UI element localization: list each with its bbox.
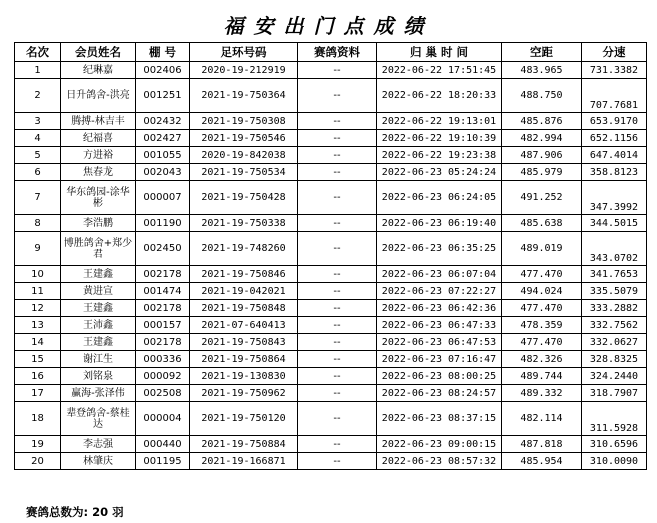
ring-number-cell: 2021-19-750884 — [190, 436, 298, 453]
speed-cell: 707.7681 — [582, 79, 647, 113]
member-name-cell: 方进裕 — [61, 147, 136, 164]
distance-cell: 485.979 — [502, 164, 582, 181]
return-time-cell: 2022-06-23 06:19:40 — [377, 215, 502, 232]
member-name-cell: 谢江生 — [61, 351, 136, 368]
coop-number-cell: 002427 — [136, 130, 190, 147]
member-name-cell: 王建鑫 — [61, 300, 136, 317]
rank-cell: 4 — [15, 130, 61, 147]
table-row — [15, 317, 647, 334]
member-name-cell: 纪琳嘉 — [61, 62, 136, 79]
table-row — [15, 368, 647, 385]
distance-cell: 485.876 — [502, 113, 582, 130]
rank-cell: 19 — [15, 436, 61, 453]
pigeon-info-cell: -- — [298, 62, 377, 79]
distance-cell: 482.114 — [502, 402, 582, 436]
coop-number-cell: 002178 — [136, 334, 190, 351]
ring-number-cell: 2021-19-750120 — [190, 402, 298, 436]
return-time-cell: 2022-06-23 09:00:15 — [377, 436, 502, 453]
pigeon-info-cell: -- — [298, 334, 377, 351]
speed-cell: 335.5079 — [582, 283, 647, 300]
coop-number-cell: 002508 — [136, 385, 190, 402]
coop-number-cell: 002432 — [136, 113, 190, 130]
ring-number-cell: 2021-19-750364 — [190, 79, 298, 113]
pigeon-info-cell: -- — [298, 215, 377, 232]
table-row — [15, 300, 647, 317]
ring-number-cell: 2021-19-750846 — [190, 266, 298, 283]
ring-number-cell: 2021-19-750308 — [190, 113, 298, 130]
pigeon-info-cell: -- — [298, 164, 377, 181]
rank-cell: 10 — [15, 266, 61, 283]
member-name-cell: 林肇庆 — [61, 453, 136, 470]
member-name-cell: 王沛鑫 — [61, 317, 136, 334]
speed-cell: 343.0702 — [582, 232, 647, 266]
distance-cell: 477.470 — [502, 300, 582, 317]
pigeon-info-cell: -- — [298, 436, 377, 453]
distance-cell: 485.954 — [502, 453, 582, 470]
distance-cell: 483.965 — [502, 62, 582, 79]
rank-cell: 1 — [15, 62, 61, 79]
distance-cell: 494.024 — [502, 283, 582, 300]
header-rank: 名次 — [15, 43, 61, 62]
coop-number-cell: 002043 — [136, 164, 190, 181]
pigeon-info-cell: -- — [298, 147, 377, 164]
member-name-cell: 赢海-张泽伟 — [61, 385, 136, 402]
ring-number-cell: 2021-19-750864 — [190, 351, 298, 368]
pigeon-info-cell: -- — [298, 368, 377, 385]
rank-cell: 6 — [15, 164, 61, 181]
coop-number-cell: 001195 — [136, 453, 190, 470]
table-row — [15, 334, 647, 351]
member-name-cell: 王建鑫 — [61, 266, 136, 283]
speed-cell: 652.1156 — [582, 130, 647, 147]
ring-number-cell: 2021-19-750546 — [190, 130, 298, 147]
coop-number-cell: 002178 — [136, 266, 190, 283]
pigeon-info-cell: -- — [298, 453, 377, 470]
coop-number-cell: 002406 — [136, 62, 190, 79]
table-row — [15, 79, 647, 113]
coop-number-cell: 000336 — [136, 351, 190, 368]
speed-cell: 311.5928 — [582, 402, 647, 436]
header-distance: 空距 — [502, 43, 582, 62]
member-name-cell: 纪福喜 — [61, 130, 136, 147]
return-time-cell: 2022-06-23 07:22:27 — [377, 283, 502, 300]
distance-cell: 487.818 — [502, 436, 582, 453]
return-time-cell: 2022-06-23 05:24:24 — [377, 164, 502, 181]
table-row — [15, 164, 647, 181]
distance-cell: 482.994 — [502, 130, 582, 147]
header-member-name: 会员姓名 — [61, 43, 136, 62]
distance-cell: 489.332 — [502, 385, 582, 402]
return-time-cell: 2022-06-23 06:47:33 — [377, 317, 502, 334]
coop-number-cell: 002178 — [136, 300, 190, 317]
speed-cell: 731.3382 — [582, 62, 647, 79]
speed-cell: 332.0627 — [582, 334, 647, 351]
table-row — [15, 232, 647, 266]
distance-cell: 491.252 — [502, 181, 582, 215]
results-table — [14, 42, 647, 470]
rank-cell: 5 — [15, 147, 61, 164]
table-row — [15, 147, 647, 164]
coop-number-cell: 001251 — [136, 79, 190, 113]
speed-cell: 653.9170 — [582, 113, 647, 130]
table-header-row — [15, 43, 647, 62]
member-name-cell: 王建鑫 — [61, 334, 136, 351]
total-count: 赛鸽总数为: 20 羽 — [26, 505, 124, 519]
return-time-cell: 2022-06-22 19:13:01 — [377, 113, 502, 130]
ring-number-cell: 2021-19-042021 — [190, 283, 298, 300]
member-name-cell: 黄进宣 — [61, 283, 136, 300]
member-name-cell: 焦春龙 — [61, 164, 136, 181]
distance-cell: 477.470 — [502, 334, 582, 351]
pigeon-info-cell: -- — [298, 385, 377, 402]
coop-number-cell: 000440 — [136, 436, 190, 453]
distance-cell: 485.638 — [502, 215, 582, 232]
coop-number-cell: 001055 — [136, 147, 190, 164]
pigeon-info-cell: -- — [298, 283, 377, 300]
speed-cell: 332.7562 — [582, 317, 647, 334]
return-time-cell: 2022-06-23 06:24:05 — [377, 181, 502, 215]
distance-cell: 482.326 — [502, 351, 582, 368]
return-time-cell: 2022-06-23 06:07:04 — [377, 266, 502, 283]
table-row — [15, 266, 647, 283]
return-time-cell: 2022-06-23 08:24:57 — [377, 385, 502, 402]
distance-cell: 489.744 — [502, 368, 582, 385]
member-name-cell: 李志强 — [61, 436, 136, 453]
ring-number-cell: 2021-19-748260 — [190, 232, 298, 266]
table-row — [15, 351, 647, 368]
rank-cell: 17 — [15, 385, 61, 402]
return-time-cell: 2022-06-23 06:35:25 — [377, 232, 502, 266]
member-name-cell: 腾搏-林吉丰 — [61, 113, 136, 130]
rank-cell: 11 — [15, 283, 61, 300]
speed-cell: 318.7907 — [582, 385, 647, 402]
rank-cell: 2 — [15, 79, 61, 113]
header-return-time: 归 巢 时 间 — [377, 43, 502, 62]
coop-number-cell: 000157 — [136, 317, 190, 334]
pigeon-info-cell: -- — [298, 232, 377, 266]
ring-number-cell: 2021-19-750338 — [190, 215, 298, 232]
member-name-cell: 华东鸽园-涂华彬 — [61, 181, 136, 215]
distance-cell: 487.906 — [502, 147, 582, 164]
ring-number-cell: 2021-19-166871 — [190, 453, 298, 470]
member-name-cell: 博胜鸽舍+郑少君 — [61, 232, 136, 266]
return-time-cell: 2022-06-22 19:23:38 — [377, 147, 502, 164]
coop-number-cell: 000004 — [136, 402, 190, 436]
table-row — [15, 385, 647, 402]
pigeon-info-cell: -- — [298, 402, 377, 436]
speed-cell: 358.8123 — [582, 164, 647, 181]
rank-cell: 15 — [15, 351, 61, 368]
pigeon-info-cell: -- — [298, 317, 377, 334]
return-time-cell: 2022-06-23 06:47:53 — [377, 334, 502, 351]
return-time-cell: 2022-06-22 19:10:39 — [377, 130, 502, 147]
table-row — [15, 62, 647, 79]
return-time-cell: 2022-06-22 17:51:45 — [377, 62, 502, 79]
ring-number-cell: 2021-19-750534 — [190, 164, 298, 181]
rank-cell: 16 — [15, 368, 61, 385]
coop-number-cell: 001190 — [136, 215, 190, 232]
return-time-cell: 2022-06-23 08:57:32 — [377, 453, 502, 470]
rank-cell: 13 — [15, 317, 61, 334]
table-row — [15, 130, 647, 147]
rank-cell: 9 — [15, 232, 61, 266]
member-name-cell: 日升鸽舍-洪亮 — [61, 79, 136, 113]
pigeon-info-cell: -- — [298, 266, 377, 283]
coop-number-cell: 002450 — [136, 232, 190, 266]
table-row — [15, 181, 647, 215]
rank-cell: 7 — [15, 181, 61, 215]
pigeon-info-cell: -- — [298, 113, 377, 130]
header-coop-number: 棚 号 — [136, 43, 190, 62]
rank-cell: 20 — [15, 453, 61, 470]
ring-number-cell: 2021-19-750428 — [190, 181, 298, 215]
return-time-cell: 2022-06-22 18:20:33 — [377, 79, 502, 113]
rank-cell: 3 — [15, 113, 61, 130]
ring-number-cell: 2020-19-212919 — [190, 62, 298, 79]
speed-cell: 647.4014 — [582, 147, 647, 164]
page-title: 福安出门点成绩 — [223, 14, 434, 38]
header-speed: 分速 — [582, 43, 647, 62]
pigeon-info-cell: -- — [298, 351, 377, 368]
rank-cell: 12 — [15, 300, 61, 317]
speed-cell: 310.6596 — [582, 436, 647, 453]
return-time-cell: 2022-06-23 08:37:15 — [377, 402, 502, 436]
speed-cell: 341.7653 — [582, 266, 647, 283]
pigeon-info-cell: -- — [298, 79, 377, 113]
pigeon-info-cell: -- — [298, 130, 377, 147]
rank-cell: 14 — [15, 334, 61, 351]
ring-number-cell: 2021-19-750848 — [190, 300, 298, 317]
ring-number-cell: 2021-19-750843 — [190, 334, 298, 351]
speed-cell: 347.3992 — [582, 181, 647, 215]
pigeon-info-cell: -- — [298, 181, 377, 215]
coop-number-cell: 001474 — [136, 283, 190, 300]
member-name-cell: 刘铭泉 — [61, 368, 136, 385]
distance-cell: 478.359 — [502, 317, 582, 334]
speed-cell: 324.2440 — [582, 368, 647, 385]
distance-cell: 488.750 — [502, 79, 582, 113]
speed-cell: 328.8325 — [582, 351, 647, 368]
table-row — [15, 402, 647, 436]
member-name-cell: 李浩鹏 — [61, 215, 136, 232]
rank-cell: 18 — [15, 402, 61, 436]
ring-number-cell: 2021-19-750962 — [190, 385, 298, 402]
coop-number-cell: 000007 — [136, 181, 190, 215]
return-time-cell: 2022-06-23 08:00:25 — [377, 368, 502, 385]
coop-number-cell: 000092 — [136, 368, 190, 385]
ring-number-cell: 2021-19-130830 — [190, 368, 298, 385]
distance-cell: 477.470 — [502, 266, 582, 283]
ring-number-cell: 2021-07-640413 — [190, 317, 298, 334]
header-ring-number: 足环号码 — [190, 43, 298, 62]
table-row — [15, 113, 647, 130]
ring-number-cell: 2020-19-842038 — [190, 147, 298, 164]
table-row — [15, 453, 647, 470]
speed-cell: 333.2882 — [582, 300, 647, 317]
return-time-cell: 2022-06-23 06:42:36 — [377, 300, 502, 317]
rank-cell: 8 — [15, 215, 61, 232]
results-body — [15, 62, 647, 470]
table-row — [15, 283, 647, 300]
pigeon-info-cell: -- — [298, 300, 377, 317]
member-name-cell: 辈登鸽舍-蔡桂达 — [61, 402, 136, 436]
table-row — [15, 436, 647, 453]
speed-cell: 310.0090 — [582, 453, 647, 470]
header-pigeon-info: 赛鸽资料 — [298, 43, 377, 62]
table-row — [15, 215, 647, 232]
return-time-cell: 2022-06-23 07:16:47 — [377, 351, 502, 368]
speed-cell: 344.5015 — [582, 215, 647, 232]
distance-cell: 489.019 — [502, 232, 582, 266]
